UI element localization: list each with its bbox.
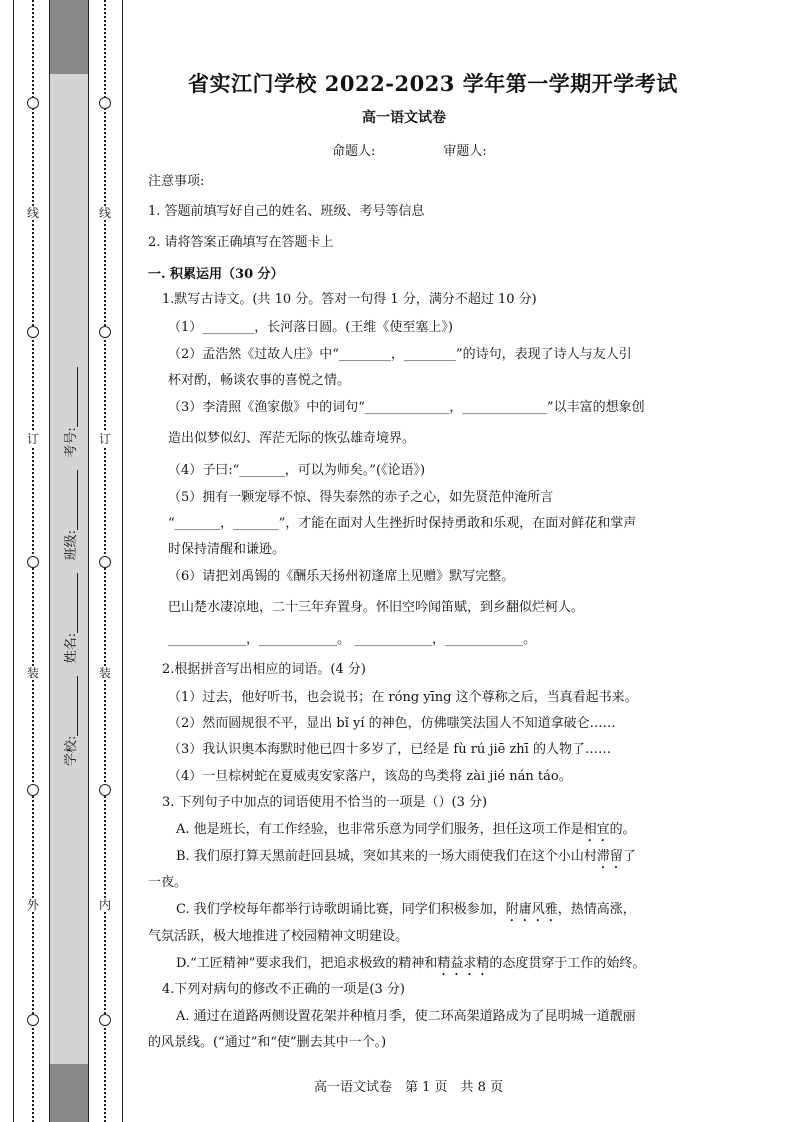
margin-mark: 线: [26, 206, 39, 220]
question-line: （5）拥有一颗宠辱不惊、得失泰然的赤子之心，如先贤范仲淹所言: [168, 490, 554, 505]
name-field[interactable]: [65, 573, 78, 633]
binding-hole-icon: [27, 1014, 39, 1026]
margin-mark: 内: [98, 898, 111, 912]
page-title: 省实江门学校 2022-2023 学年第一学期开学考试: [188, 71, 678, 96]
outer-cut-line: [26, 0, 40, 1122]
authors-line: [332, 140, 555, 159]
question-line: （2）孟浩然《过故人庄》中“________，________”的诗句，表现了诗人与友人引: [168, 347, 632, 362]
question-line: 造出似梦似幻、浑茫无际的恢弘雄奇境界。: [168, 431, 416, 446]
question-line: “_______，_______”，才能在面对人生挫折时保持勇敢和乐观，在面对鲜花和掌声: [168, 516, 637, 531]
margin-mark: 装: [26, 666, 39, 680]
margin-mark: 订: [26, 432, 39, 446]
dotted-word: 相宜: [583, 822, 610, 837]
binding-hole-icon: [27, 556, 39, 568]
student-info-fields: [60, 367, 79, 766]
note-item: 1. 答题前填写好自己的姓名、班级、考号等信息: [148, 204, 425, 219]
option-c: C. 我们学校每年都举行诗歌朗诵比赛，同学们积极参加，附庸风雅，热情高涨，: [176, 902, 636, 917]
question-line: （6）请把刘禹锡的《酬乐天扬州初逢席上见赠》默写完整。: [168, 569, 515, 584]
name-label: 姓名:: [64, 632, 79, 664]
option-a: A. 通过在道路两侧设置花架并种植月季，使二环高架道路成为了昆明城一道靓丽: [176, 1009, 636, 1024]
id-field[interactable]: [65, 367, 78, 427]
setter-label: 命题人:: [332, 144, 376, 159]
question-line: 杯对酌，畅谈农事的喜悦之情。: [168, 373, 351, 388]
question-line: （3）我认识奥本海默时他已四十多岁了，已经是 fù rú jiē zhī 的人物了……: [168, 742, 611, 757]
margin-strip-top: [49, 0, 89, 74]
option-d: D.“工匠精神”要求我们，把追求极致的精神和精益求精的态度贯穿于工作的始终。: [176, 956, 646, 971]
question-stem: 1.默写古诗文。(共 10 分。答对一句得 1 分，满分不超过 10 分): [162, 292, 537, 307]
option-b-cont: 一夜。: [148, 875, 188, 890]
class-label: 班级:: [64, 530, 79, 561]
dotted-word: 精益求精: [437, 956, 490, 971]
option-a-cont: 的风景线。(“通过”和“使”删去其中一个。): [148, 1035, 387, 1050]
binding-hole-icon: [99, 556, 111, 568]
question-line: 时保持清醒和谦逊。: [168, 542, 286, 557]
question-line: （4）子曰:“_______，可以为师矣。”(《论语》): [168, 463, 426, 478]
note-item: 2. 请将答案正确填写在答题卡上: [148, 235, 334, 250]
question-line: 巴山楚水凄凉地，二十三年弃置身。怀旧空吟闻笛赋，到乡翻似烂柯人。: [168, 600, 585, 615]
binding-hole-icon: [27, 326, 39, 338]
option-a: A. 他是班长，有工作经验，也非常乐意为同学们服务，担任这项工作是相宜的。: [176, 822, 636, 837]
question-stem: 2.根据拼音写出相应的词语。(4 分): [162, 662, 366, 677]
question-line: （4）一旦棕树蛇在夏威夷安家落户，该岛的鸟类将 zài jié nán táo。: [168, 769, 572, 784]
margin-rule-outer: [13, 0, 14, 1122]
question-line: （3）李清照《渔家傲》中的词句“_____________，_____________”以丰富的想象创: [168, 400, 645, 415]
option-c-cont: 气氛活跃，极大地推进了校园精神文明建设。: [148, 929, 409, 944]
question-line: （1）________，长河落日圆。(王维《使至塞上》): [168, 320, 453, 335]
margin-mark: 订: [98, 432, 111, 446]
binding-hole-icon: [99, 326, 111, 338]
question-stem: 4.下列对病句的修改不正确的一项是(3 分): [162, 982, 405, 997]
option-b: B. 我们原打算天黑前赶回县城，突如其来的一场大雨使我们在这个小山村滞留了: [176, 849, 636, 864]
margin-mark: 装: [98, 666, 111, 680]
id-label: 考号:: [64, 427, 79, 458]
binding-hole-icon: [99, 1014, 111, 1026]
school-field[interactable]: [65, 676, 78, 736]
margin-rule-inner: [122, 0, 123, 1122]
binding-hole-icon: [27, 97, 39, 109]
margin-mark: 外: [26, 898, 39, 912]
binding-margin: [0, 0, 124, 1122]
reviewer-label: 审题人:: [443, 144, 487, 159]
binding-hole-icon: [27, 784, 39, 796]
margin-mark: 线: [98, 206, 111, 220]
class-field[interactable]: [65, 470, 78, 530]
dotted-word: 滞留: [596, 849, 623, 864]
dotted-word: 附庸风雅: [505, 902, 558, 917]
question-stem: 3. 下列句子中加点的词语使用不恰当的一项是（）(3 分): [162, 795, 488, 810]
binding-hole-icon: [99, 784, 111, 796]
answer-blanks[interactable]: ____________，____________。 ____________，____________。: [168, 632, 537, 647]
question-line: （1）过去，他好听书，也会说书；在 róng yīng 这个尊称之后，当真看起书来。: [168, 690, 638, 705]
notes-heading: 注意事项:: [148, 174, 205, 189]
section-heading: 一. 积累运用（30 分）: [148, 267, 284, 282]
binding-hole-icon: [99, 97, 111, 109]
question-line: （2）然而圆规很不平，显出 bǐ yí 的神色，仿佛嗤笑法国人不知道拿破仑……: [168, 716, 616, 731]
margin-strip-bottom: [49, 1064, 89, 1122]
page-subtitle: 高一语文试卷: [362, 110, 446, 126]
inner-cut-line: [98, 0, 112, 1122]
page-footer: 高一语文试卷 第 1 页 共 8 页: [314, 1080, 504, 1095]
school-label: 学校:: [64, 735, 79, 766]
